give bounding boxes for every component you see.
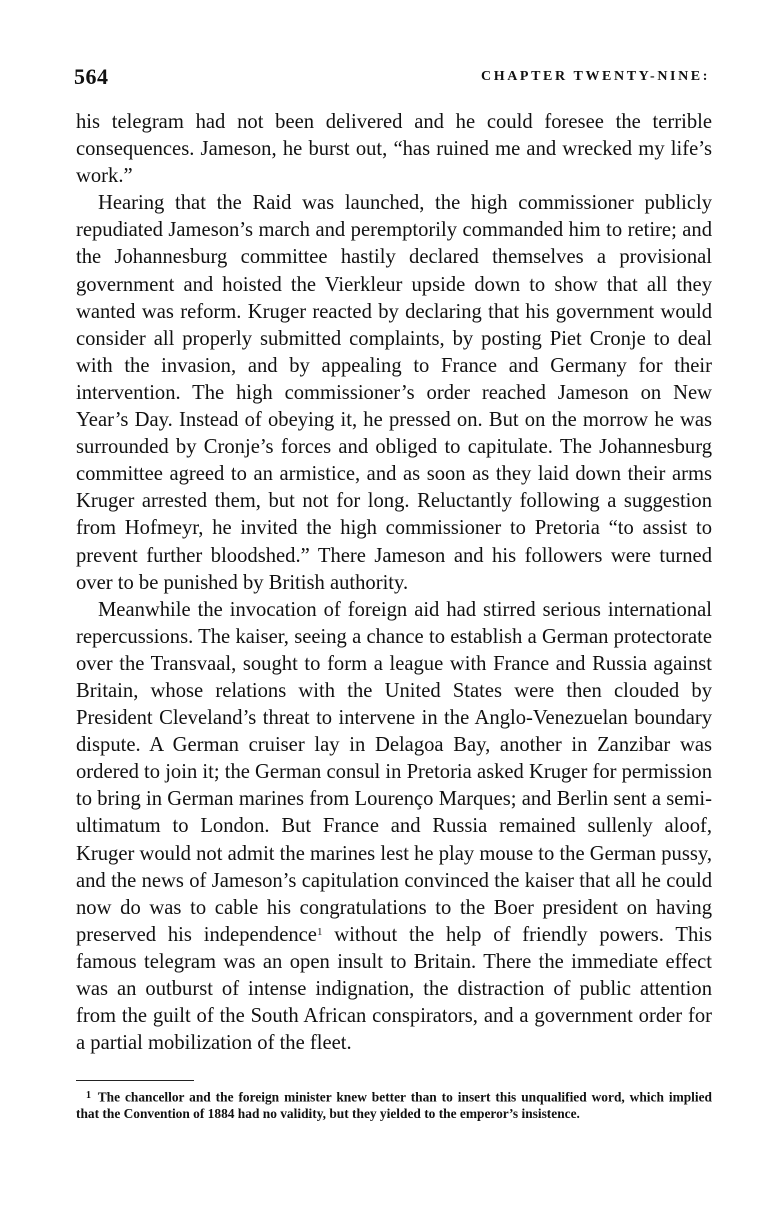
footnote-marker: 1 — [86, 1090, 91, 1101]
running-head: CHAPTER TWENTY-NINE: — [481, 69, 710, 84]
paragraph-3-text-after-note: without the help of friendly powers. This famous telegram was an open insult to Britain. There the immediate effect was an outburst of intense indignation, the distraction of public attention from the guilt of the South African conspirators, and a government order for a partial mobilization of the fleet. — [76, 923, 713, 1055]
footnote-1 — [76, 1088, 712, 1123]
page-header — [74, 64, 710, 94]
paragraph-3-text-before-note: Meanwhile the invocation of foreign aid had stirred serious international repercussions. The kaiser, seeing a chance to establish a German protectorate over the Transvaal, sought to form a league with France and Russia against Britain, whose relations with the United States were then clouded by President Cleveland’s threat to intervene in the Anglo-Venezuelan boundary dispute. A German cruiser lay in Delagoa Bay, another in Zanzibar was ordered to join it; the German consul in Pretoria asked Kruger for permission to bring in German marines from Lourenço Marques; and Berlin sent a semi-ultimatum to London. But France and Russia remained sullenly aloof, Kruger would not admit the marines lest he play mouse to the German pussy, and the news of Jameson’s capitulation convinced the kaiser that all he could now do was to cable his congratulations to the Boer president on having preserved his independence — [76, 598, 712, 946]
page-number: 564 — [74, 64, 109, 89]
paragraph-2: Hearing that the Raid was launched, the high commissioner publicly repudiated Jameson’s march and peremptorily commanded him to retire; and the Johannesburg committee hastily declared themselves a provisional government and hoisted the Vierkleur upside down to show that all they wanted was reform. Kruger reacted by declaring that his government would consider all properly submitted complaints, by posting Piet Cronje to deal with the invasion, and by appealing to France and Germany for their intervention. The high commissioner’s order reached Jameson on New Year’s Day. Instead of obeying it, he pressed on. But on the morrow he was surrounded by Cronje’s forces and obliged to capitulate. The Johannesburg committee agreed to an armistice, and as soon as they laid down their arms Kruger arrested them, but not for long. Reluctantly following a suggestion from Hofmeyr, he invited the high commissioner to Pretoria “to assist to prevent further bloodshed.” There Jameson and his followers were turned over to be punished by British authority. — [76, 192, 712, 594]
footnote-reference[interactable]: 1 — [316, 925, 323, 938]
paragraph-1: his telegram had not been delivered and he could foresee the terrible consequences. Jameson, he burst out, “has ruined me and wrecked my life’s work.” — [76, 111, 712, 188]
footnote-text: The chancellor and the foreign minister knew better than to insert this unqualified word, which implied that the Convention of 1884 had no validity, but they yielded to the emperor’s insistence. — [76, 1089, 712, 1121]
footnotes — [76, 1088, 712, 1123]
footnote-divider — [76, 1080, 194, 1081]
paragraph-3 — [76, 597, 712, 1058]
body-text — [76, 109, 712, 1057]
